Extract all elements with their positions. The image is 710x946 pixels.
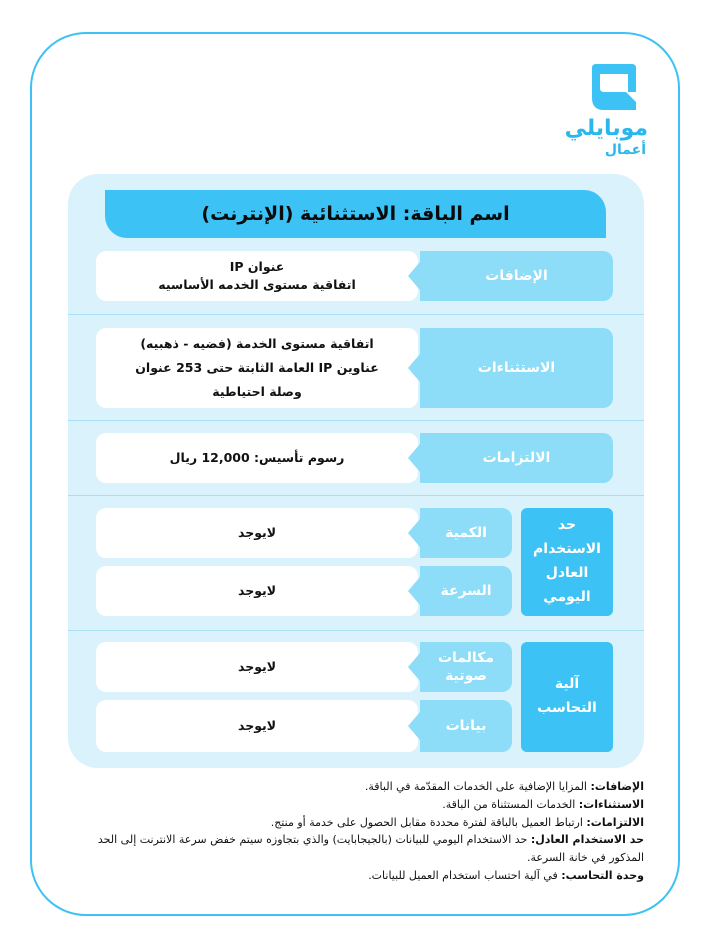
data-label: بيانات [420,700,512,752]
note-text: حد الاستخدام اليومي للبيانات (بالجيجابايت) والذي بتجاوزه سيتم خفض سرعة الانترنت إلى الحد المذكور في خانة السرعة. [97,833,644,865]
data-value: لايوجد [237,718,277,734]
voice-label [420,642,512,692]
note-text: في آلية احتساب استخدام العميل للبيانات. [368,869,562,883]
additions-content [96,251,418,301]
quantity-value: لايوجد [237,525,277,541]
note-item [64,778,644,796]
row-divider [68,630,644,631]
package-title: اسم الباقة: الاستثنائية (الإنترنت) [201,203,510,225]
exclusions-line: وصلة احتياطية [212,383,302,399]
package-title-bar [105,190,606,238]
note-item [64,814,644,832]
commitments-label: الالتزامات [420,433,613,483]
row-divider [68,420,644,421]
definitions-notes [64,778,644,885]
note-item [64,867,644,885]
row-divider [68,314,644,315]
exclusions-label: الاستثناءات [420,328,613,408]
additions-label: الإضافات [420,251,613,301]
speed-value: لايوجد [237,583,277,599]
exclusions-line: عناوين IP العامة الثابتة حتى 253 عنوان [135,360,379,376]
note-term: الاستثناءات: [578,797,644,811]
billing-voice-value [96,642,418,692]
mobily-logo-icon [586,62,642,114]
fair-use-label-text: حد الاستخدام العادل اليومي [533,517,601,605]
billing-label-text: آلية التحاسب [537,676,597,716]
fair-use-speed-value [96,566,418,616]
note-item [64,831,644,867]
note-text: المزايا الإضافية على الخدمات المقدّمة في الباقة. [364,780,591,793]
brand-name: موبايلي [564,116,648,141]
speed-label: السرعة [420,566,512,616]
note-text: ارتباط العميل بالباقة لفترة محددة مقابل الحصول على خدمة أو منتج. [270,815,587,829]
billing-data-value [96,700,418,752]
commitments-content [96,433,418,483]
note-term: حد الاستخدام العادل: [530,833,644,847]
voice-label-text: مكالمات صوتية [437,649,495,684]
voice-value: لايوجد [237,659,277,675]
brand-subtitle: أعمال [604,142,646,158]
commitments-line: رسوم تأسيس: 12,000 ريال [169,450,345,466]
quantity-label: الكمية [420,508,512,558]
row-divider [68,495,644,496]
note-term: وحدة التحاسب: [561,869,644,883]
note-term: الإضافات: [590,780,644,793]
additions-line: اتفاقية مستوى الخدمه الأساسيه [158,277,356,292]
note-text: الخدمات المستثناة من الباقة. [442,797,579,811]
exclusions-content [96,328,418,408]
additions-line: عنوان IP [229,259,285,275]
billing-label [521,642,613,752]
fair-use-label [521,508,613,616]
note-term: الالتزامات: [586,815,644,829]
note-item [64,796,644,814]
fair-use-quantity-value [96,508,418,558]
exclusions-line: اتفاقية مستوى الخدمة (فضيه - ذهبيه) [140,336,374,352]
